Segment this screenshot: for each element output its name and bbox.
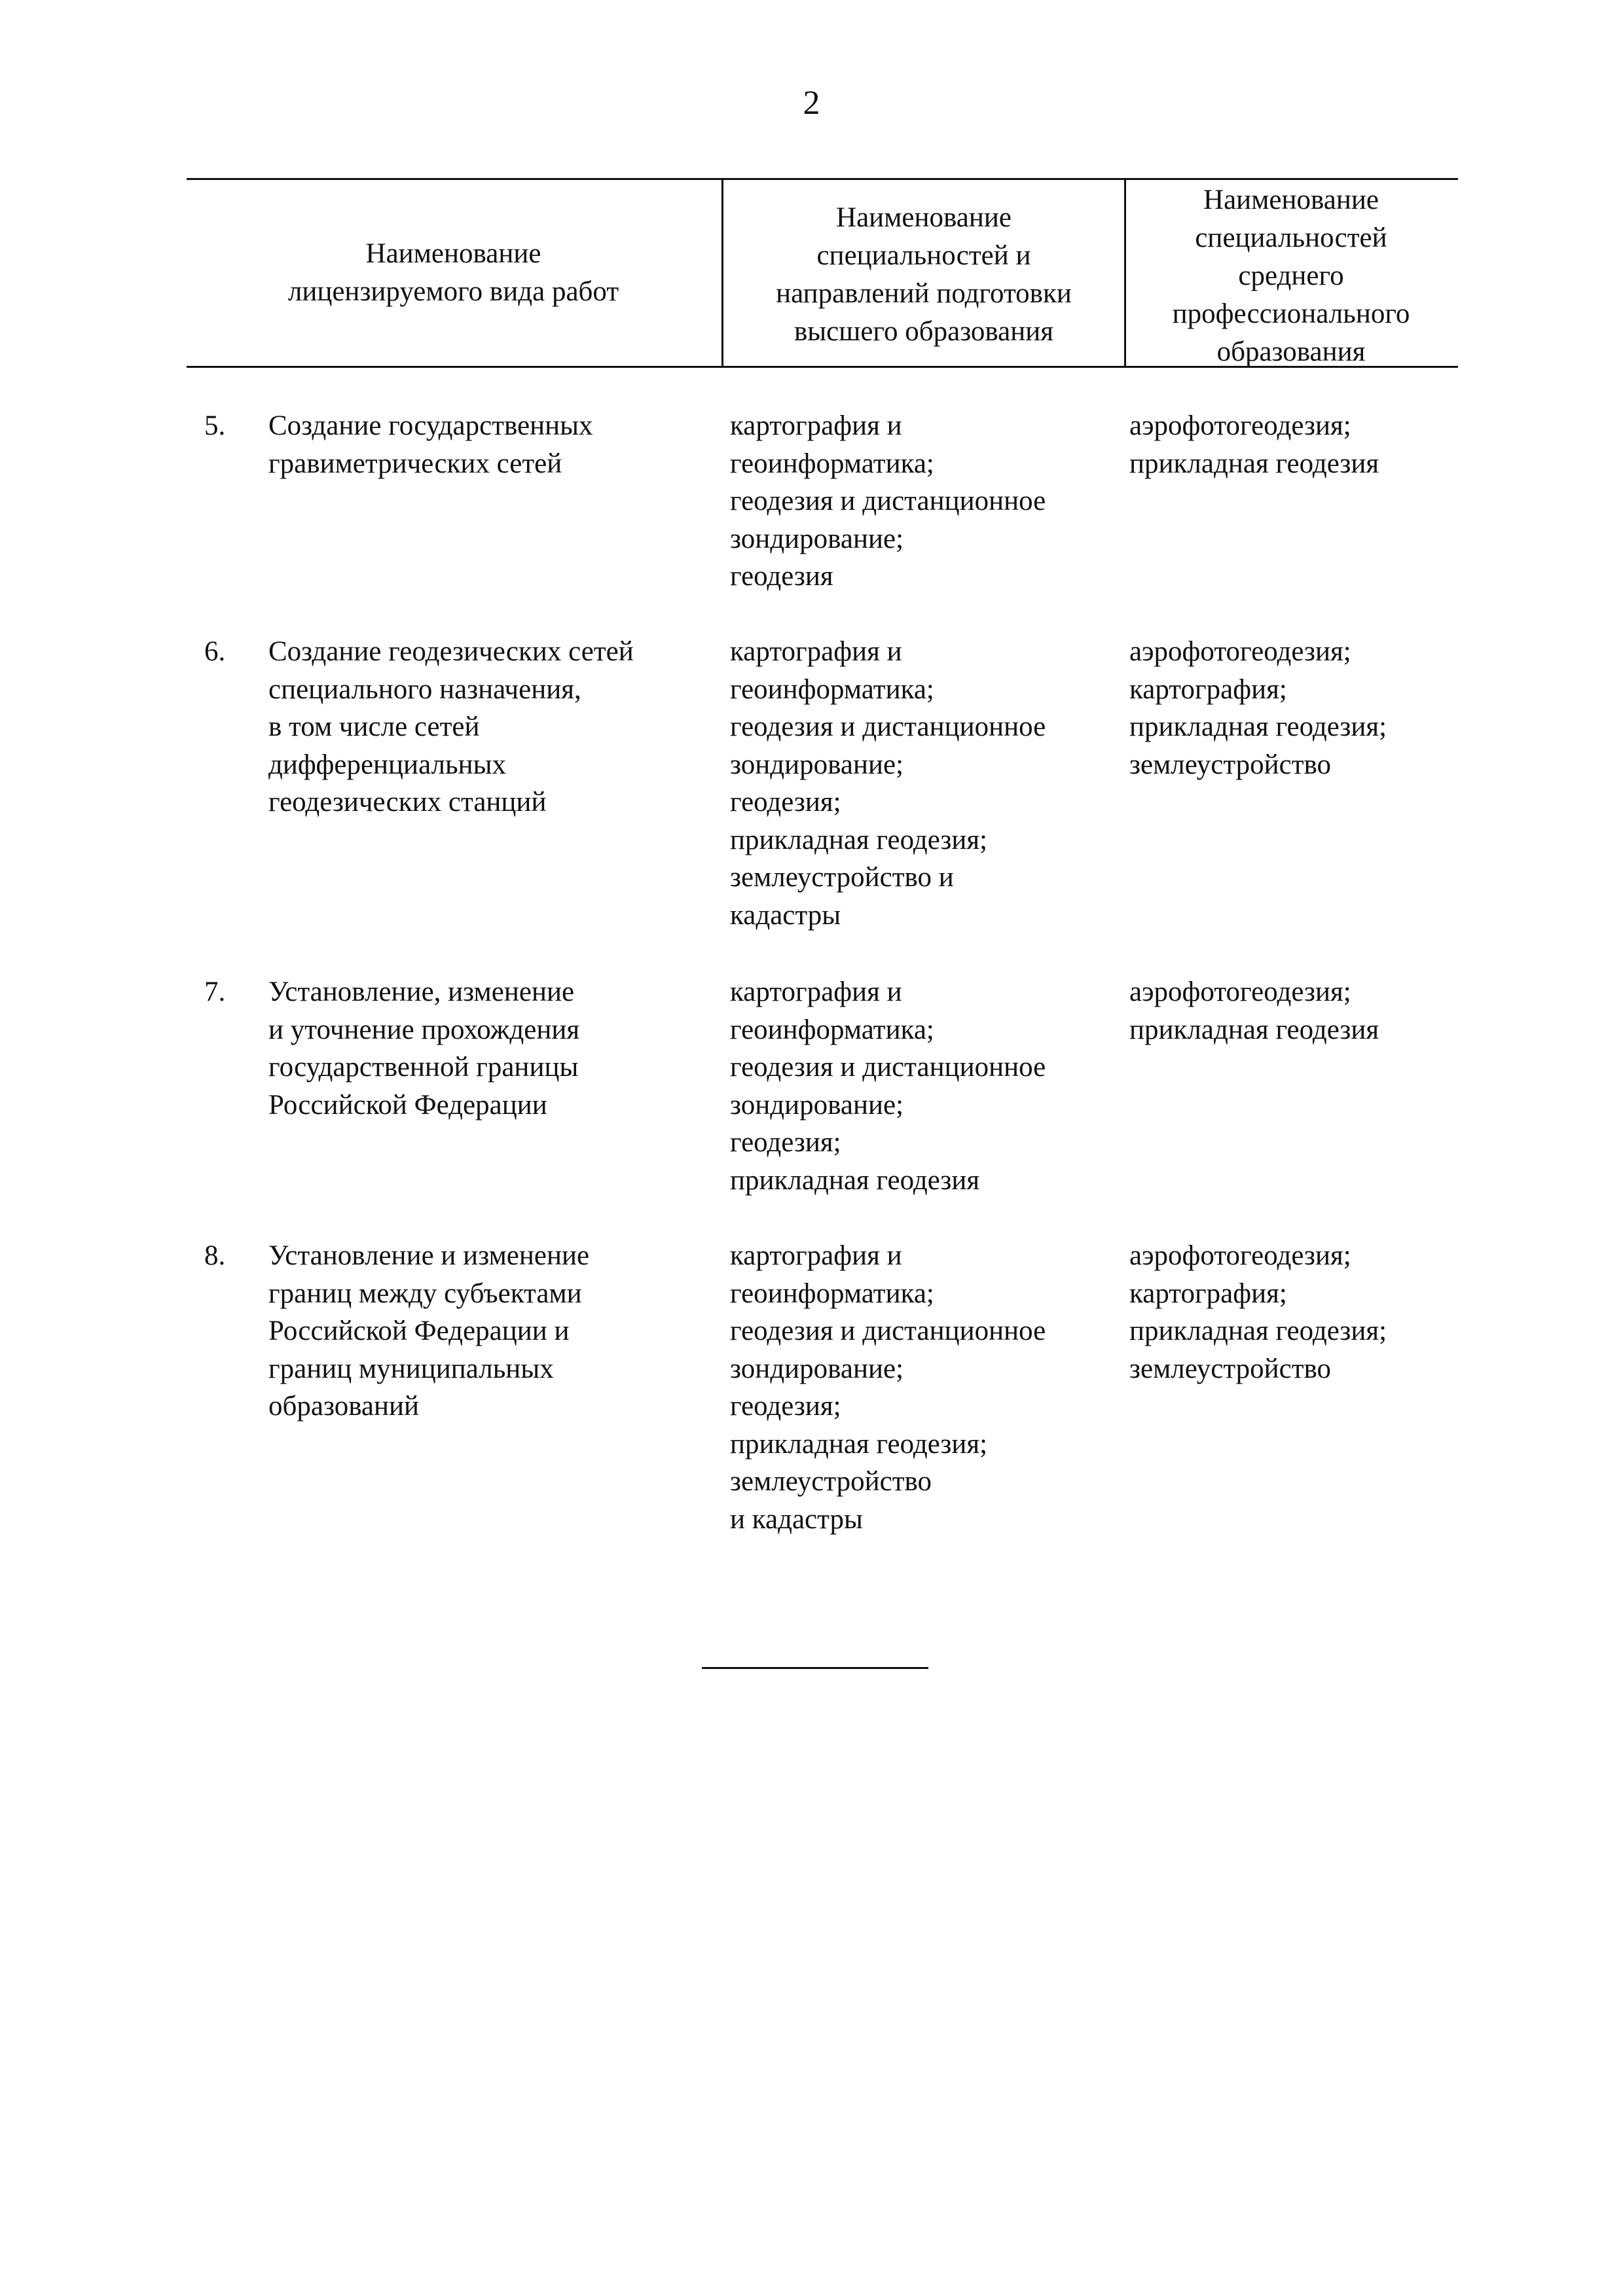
- row-work-type: Создание государственных гравиметрических сетей: [268, 410, 593, 479]
- row-higher-education: картография и геоинформатика; геодезия и дистанционное зондирование; геодезия; прикладная геодезия; землеустройство и кадастры: [730, 636, 1046, 931]
- row-number: 8.: [204, 1240, 226, 1271]
- header-label-higher-education: Наименование специальностей и направлений подготовки высшего образования: [776, 202, 1072, 347]
- row-number: 5.: [204, 410, 226, 441]
- row-secondary-education: аэрофотогеодезия; прикладная геодезия: [1129, 410, 1379, 479]
- page-number: 2: [803, 84, 820, 122]
- row-higher-education: картография и геоинформатика; геодезия и дистанционное зондирование; геодезия; прикладная геодезия: [730, 977, 1046, 1196]
- header-cell-work-type: [187, 180, 720, 366]
- row-work-type: Создание геодезических сетей специального назначения, в том числе сетей дифференциальных геодезических станций: [268, 636, 634, 817]
- table-header: [187, 178, 1458, 368]
- row-work-type: Установление и изменение границ между субъектами Российской Федерации и границ муниципальных образований: [268, 1240, 590, 1422]
- header-cell-secondary-education: [1124, 180, 1458, 366]
- row-work-type: Установление, изменение и уточнение прохождения государственной границы Российской Федерации: [268, 977, 580, 1121]
- row-higher-education: картография и геоинформатика; геодезия и дистанционное зондирование; геодезия: [730, 410, 1046, 592]
- row-secondary-education: аэрофотогеодезия; прикладная геодезия: [1129, 977, 1379, 1045]
- row-secondary-education: аэрофотогеодезия; картография; прикладная геодезия; землеустройство: [1129, 1240, 1387, 1384]
- row-higher-education: картография и геоинформатика; геодезия и дистанционное зондирование; геодезия; прикладная геодезия; землеустройство и кадастры: [730, 1240, 1046, 1535]
- header-label-work-type: Наименование лицензируемого вида работ: [287, 238, 619, 307]
- row-number: 7.: [204, 977, 226, 1007]
- row-number: 6.: [204, 636, 226, 667]
- header-label-secondary-education: Наименование специальностей среднего профессионального образования: [1172, 185, 1410, 367]
- header-cell-higher-education: [721, 180, 1126, 366]
- row-secondary-education: аэрофотогеодезия; картография; прикладная геодезия; землеустройство: [1129, 636, 1387, 780]
- end-of-document-rule: [702, 1667, 928, 1669]
